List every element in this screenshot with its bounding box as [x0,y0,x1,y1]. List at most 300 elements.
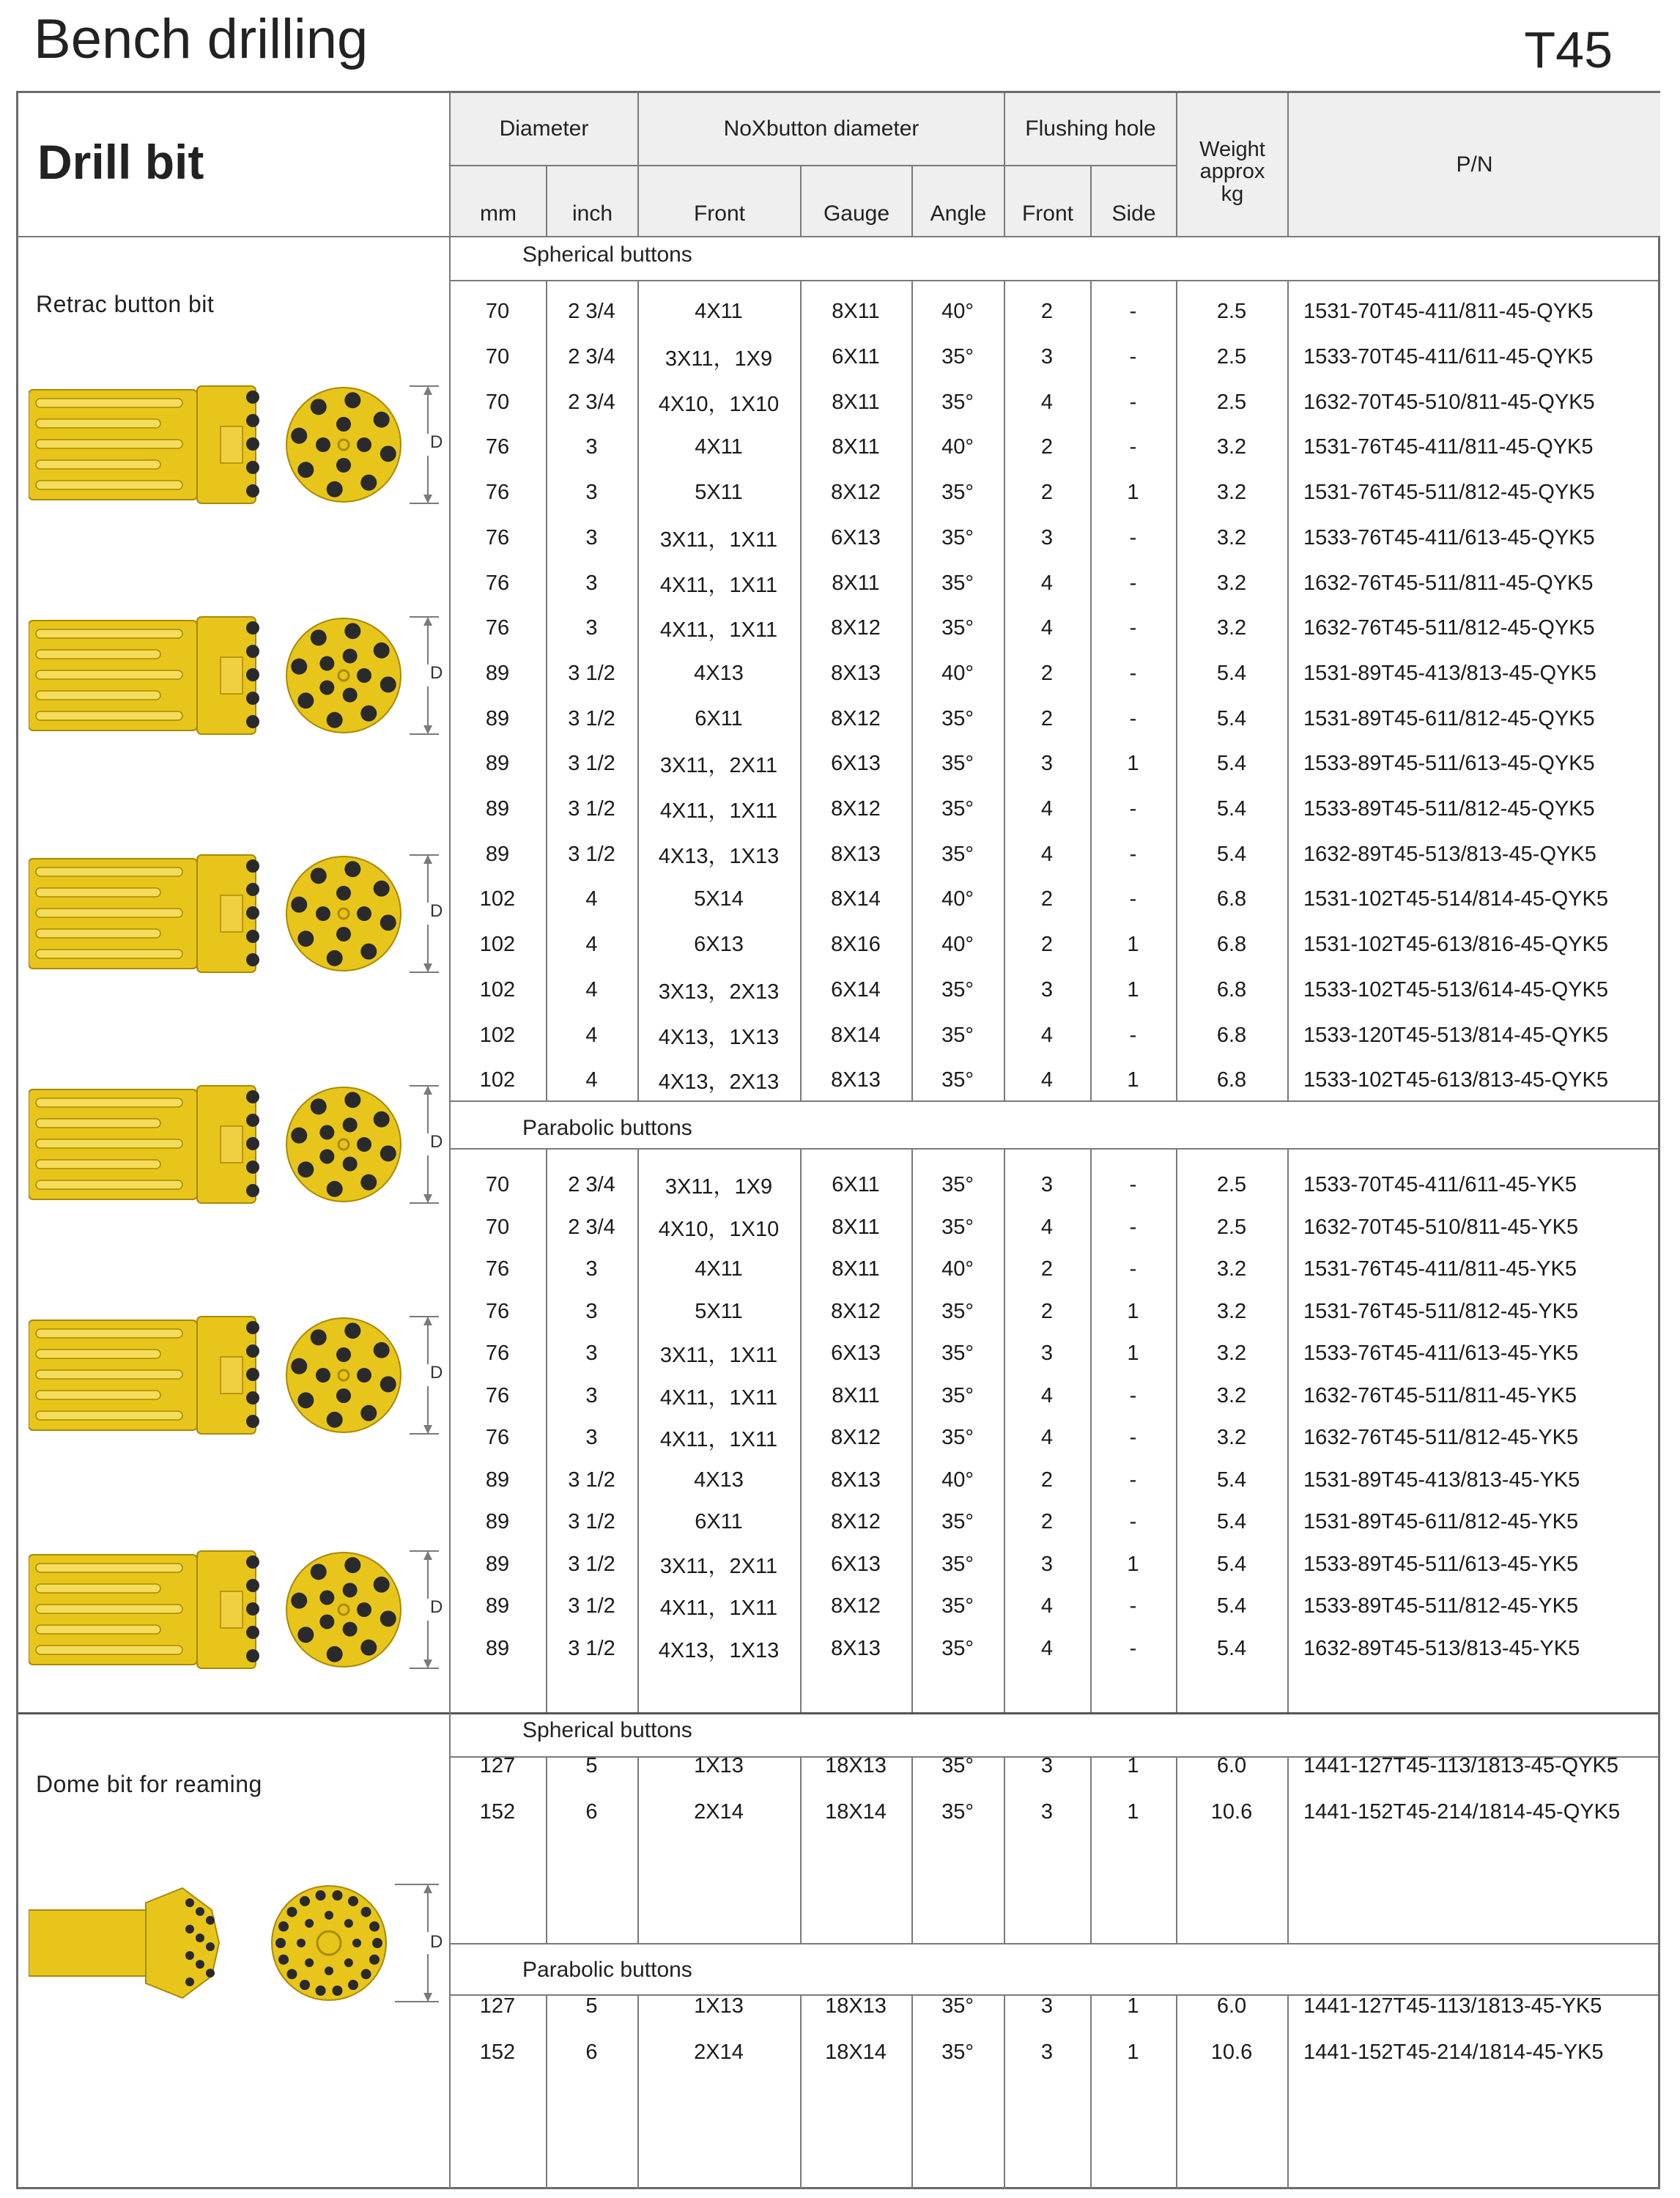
table-cell: 1533-89T45-511/812-45-YK5 [1303,1594,1579,1618]
dome-bit-illustration [29,1859,443,2031]
table-cell: 8X13 [831,1068,881,1092]
table-cell: - [1129,797,1137,821]
table-row [18,1248,1658,1291]
table-cell: 76 [485,1342,510,1366]
table-cell: 40° [941,661,974,685]
table-cell: 35° [941,1173,974,1197]
table-cell: 4X11 [695,435,743,459]
table-cell: 3.2 [1216,616,1247,640]
table-cell: 4 [1040,1594,1054,1618]
table-cell: 4 [1040,842,1054,866]
table-cell: 6X13 [831,1342,881,1366]
table-cell: 70 [485,390,510,414]
table-cell: 2 [1040,706,1054,730]
table-cell: 4 [1040,390,1054,414]
table-cell: 4X13，1X13 [658,1638,780,1662]
table-cell: 6X11 [695,706,743,730]
table-cell: 4 [1040,1215,1054,1239]
table-cell: 1441-152T45-214/1814-45-YK5 [1303,2040,1604,2064]
table-cell: 35° [941,1383,974,1407]
table-cell: 102 [479,1023,516,1047]
table-cell: 6.8 [1216,1068,1247,1092]
table-cell: 2 [1040,300,1054,324]
table-cell: 8X14 [831,887,881,911]
retrac-parabolic-label: Parabolic buttons [522,1116,692,1140]
table-cell: 6X11 [695,1510,743,1534]
table-cell: 1 [1127,1800,1139,1824]
table-cell: 3 1/2 [568,1594,615,1618]
table-cell: 18X14 [825,1800,887,1824]
col-inch: inch [547,166,637,236]
table-row [18,1207,1658,1249]
table-cell: 89 [485,797,510,821]
table-cell: 3X11，2X11 [659,754,778,778]
table-cell: 1 [1127,1299,1139,1323]
table-cell: 3 [585,616,598,640]
table-cell: 70 [485,1215,510,1239]
table-cell: 127 [479,1754,516,1777]
col-group-diameter: Diameter [451,93,637,165]
table-cell: 35° [941,977,974,1002]
table-cell: 6 [585,2040,598,2064]
table-cell: 2X14 [694,2040,744,2064]
table-cell: 1531-102T45-514/814-45-QYK5 [1303,887,1608,911]
table-cell: - [1129,1023,1137,1047]
table-cell: 4 [1040,616,1054,640]
table-cell: 2 [1040,481,1054,505]
table-cell: 1632-89T45-513/813-45-YK5 [1303,1636,1580,1660]
table-cell: 3 [585,571,598,595]
table-row [18,2029,1658,2076]
table-cell: 8X11 [832,300,880,324]
table-cell: 35° [941,1426,974,1450]
dimension-label: D [430,1597,443,1617]
table-cell: 2 [1040,661,1054,685]
table-cell: 10.6 [1210,1800,1253,1824]
table-cell: 3 [1040,1754,1054,1777]
table-cell: 4X13 [694,661,744,685]
table-cell: 6.0 [1216,1754,1247,1777]
table-cell: 1 [1127,1342,1139,1366]
table-cell: 76 [485,1299,510,1323]
table-cell: 3 [1040,752,1054,776]
table-cell: 3.2 [1216,571,1247,595]
table-cell: 3.2 [1216,1383,1247,1407]
table-cell: 1 [1127,481,1139,505]
table-cell: 4X11 [695,1257,743,1281]
table-cell: 35° [941,1636,974,1660]
table-cell: 3 [585,435,598,459]
table-cell: 1632-76T45-511/812-45-QYK5 [1303,616,1595,640]
table-cell: 35° [941,1023,974,1047]
table-cell: 35° [941,842,974,866]
table-cell: 1 [1127,1994,1139,2018]
table-cell: 6X13 [831,752,881,776]
table-cell: 3 [1040,1800,1054,1824]
table-cell: 3 1/2 [568,1510,615,1534]
table-cell: 102 [479,887,516,911]
table-cell: 2 [1040,1299,1054,1323]
table-cell: 89 [485,1636,510,1660]
table-cell: 6X13 [694,933,744,957]
col-front: Front [639,166,800,236]
table-cell: 4X13，2X13 [658,1070,780,1095]
table-cell: 3 [585,1257,598,1281]
table-cell: 4X13，1X13 [658,1025,780,1049]
table-cell: 3 [585,1342,598,1366]
table-cell: 4 [1040,1426,1054,1450]
table-cell: 35° [941,390,974,414]
table-cell: 2 [1040,1510,1054,1534]
dimension-label: D [430,1132,443,1152]
table-cell: 70 [485,345,510,369]
table-cell: - [1129,616,1137,640]
col-angle: Angle [913,166,1004,236]
dome-parabolic-label: Parabolic buttons [522,1958,692,1982]
table-cell: 1533-89T45-511/613-45-QYK5 [1303,752,1595,776]
dome-section-label: Dome bit for reaming [36,1771,262,1797]
table-cell: 3 [1040,1552,1054,1576]
table-cell: 3 1/2 [568,797,615,821]
table-cell: 5 [585,1754,598,1777]
table-cell: 2.5 [1216,300,1247,324]
col-mm: mm [451,166,546,236]
col-pn: P/N [1289,93,1660,236]
table-row [18,1789,1658,1835]
table-cell: 1 [1127,1068,1139,1092]
table-cell: 35° [941,1754,974,1777]
table-cell: 2 3/4 [568,390,615,414]
table-cell: 6X13 [831,1552,881,1576]
table-cell: 2 [1040,435,1054,459]
table-cell: 2.5 [1216,1215,1247,1239]
table-cell: 6X11 [832,345,880,369]
col-gauge: Gauge [802,166,911,236]
table-cell: 76 [485,1426,510,1450]
table-cell: 3 [585,1383,598,1407]
table-cell: 18X14 [825,2040,887,2064]
table-cell: 8X12 [831,481,881,505]
table-cell: 5.4 [1216,797,1247,821]
table-cell: 152 [479,2040,516,2064]
table-cell: 8X13 [831,661,881,685]
table-cell: 18X13 [825,1994,887,2018]
table-cell: 6.8 [1216,887,1247,911]
table-cell: 3 1/2 [568,706,615,730]
table-cell: 35° [941,706,974,730]
table-cell: 3.2 [1216,1257,1247,1281]
table-cell: - [1129,842,1137,866]
table-cell: 1531-89T45-611/812-45-QYK5 [1303,706,1595,730]
table-cell: 89 [485,842,510,866]
table-cell: 1531-76T45-511/812-45-QYK5 [1303,481,1595,505]
table-cell: 4 [1040,1383,1054,1407]
table-cell: 1533-70T45-411/611-45-QYK5 [1303,345,1594,369]
table-cell: 4 [1040,1636,1054,1660]
table-cell: 5X11 [695,1299,743,1323]
table-cell: - [1129,435,1137,459]
table-cell: 89 [485,1552,510,1576]
table-cell: 35° [941,616,974,640]
table-cell: 76 [485,1383,510,1407]
table-cell: 102 [479,977,516,1002]
table-cell: 3 [1040,1994,1054,2018]
table-cell: 76 [485,571,510,595]
table-cell: 35° [941,2040,974,2064]
table-cell: 1531-76T45-411/811-45-YK5 [1303,1257,1577,1281]
table-cell: 4 [585,1068,598,1092]
table-cell: 4 [1040,571,1054,595]
table-row [18,1743,1658,1789]
table-cell: 3.2 [1216,525,1247,550]
table-cell: 8X12 [831,616,881,640]
col-weight [1177,93,1287,236]
retrac-bit-illustration [29,1547,443,1676]
table-cell: 1632-76T45-511/812-45-YK5 [1303,1426,1579,1450]
table-row [18,560,1658,606]
drill-bit-title: Drill bit [37,135,204,189]
table-cell: 89 [485,752,510,776]
table-cell: - [1129,345,1137,369]
table-cell: 4 [585,1023,598,1047]
table-cell: 5X11 [695,481,743,505]
table-cell: 89 [485,706,510,730]
dimension-label: D [430,1932,443,1952]
table-cell: 35° [941,1299,974,1323]
table-cell: 1531-102T45-613/816-45-QYK5 [1303,933,1608,957]
table-cell: 1632-70T45-510/811-45-YK5 [1303,1215,1579,1239]
dimension-label: D [430,901,443,921]
table-cell: - [1129,887,1137,911]
table-cell: 3 [1040,525,1054,550]
table-cell: 3 [1040,1342,1054,1366]
table-cell: 4 [1040,1068,1054,1092]
retrac-bit-illustration [29,1313,443,1441]
table-cell: 1X13 [694,1994,744,2018]
table-cell: 5.4 [1216,706,1247,730]
table-cell: 1531-76T45-411/811-45-QYK5 [1303,435,1594,459]
table-cell: 8X12 [831,797,881,821]
table-row [18,516,1658,561]
table-cell: 1533-76T45-411/613-45-YK5 [1303,1342,1579,1366]
table-cell: 3.2 [1216,435,1247,459]
table-cell: 89 [485,1594,510,1618]
table-cell: 35° [941,797,974,821]
retrac-bit-illustration [29,382,443,511]
table-cell: 1531-76T45-511/812-45-YK5 [1303,1299,1579,1323]
table-cell: 3 [1040,345,1054,369]
table-cell: 4X13，1X13 [658,844,780,868]
table-cell: 8X12 [831,1510,881,1534]
table-cell: 70 [485,300,510,324]
table-cell: 1533-89T45-511/812-45-QYK5 [1303,797,1595,821]
table-cell: 1531-89T45-611/812-45-YK5 [1303,1510,1579,1534]
table-cell: 35° [941,1342,974,1366]
table-cell: 89 [485,661,510,685]
retrac-spherical-label: Spherical buttons [522,243,692,267]
table-cell: 3 [585,1426,598,1450]
table-cell: 5.4 [1216,752,1247,776]
table-cell: 4X10，1X10 [658,392,780,416]
table-cell: - [1129,571,1137,595]
table-cell: 6.8 [1216,933,1247,957]
table-row [18,335,1658,380]
table-cell: 35° [941,1552,974,1576]
table-cell: 6.8 [1216,1023,1247,1047]
retrac-bit-illustration [29,851,443,980]
table-cell: 35° [941,571,974,595]
table-cell: 5 [585,1994,598,2018]
table-cell: 102 [479,1068,516,1092]
table-cell: 8X11 [832,1383,880,1407]
table-cell: 3 1/2 [568,752,615,776]
table-cell: 1441-127T45-113/1813-45-YK5 [1303,1994,1602,2018]
table-cell: 127 [479,1994,516,2018]
col-group-button-diameter: NoXbutton diameter [639,93,1004,165]
table-cell: 2 [1040,887,1054,911]
dome-spherical-label: Spherical buttons [522,1718,692,1742]
table-cell: 1531-89T45-413/813-45-QYK5 [1303,661,1596,685]
table-cell: 1533-120T45-513/814-45-QYK5 [1303,1023,1608,1047]
table-cell: 1632-76T45-511/811-45-QYK5 [1303,571,1594,595]
table-cell: - [1129,1468,1137,1492]
table-cell: 3 1/2 [568,1552,615,1576]
table-cell: 4X11，1X11 [659,1596,778,1621]
table-cell: 8X11 [832,390,880,414]
table-cell: 1533-102T45-513/614-45-QYK5 [1303,977,1608,1002]
table-cell: 35° [941,1800,974,1824]
table-cell: 3.2 [1216,1342,1247,1366]
table-cell: 40° [941,1468,974,1492]
table-cell: 3.2 [1216,481,1247,505]
table-cell: 3X11，1X9 [665,1175,773,1199]
table-cell: 2.5 [1216,390,1247,414]
table-cell: 1X13 [694,1754,744,1777]
table-cell: 8X12 [831,706,881,730]
table-cell: 1533-102T45-613/813-45-QYK5 [1303,1068,1608,1092]
table-cell: 1632-76T45-511/811-45-YK5 [1303,1383,1577,1407]
table-cell: 4 [585,933,598,957]
table-cell: - [1129,1510,1137,1534]
table-cell: 8X11 [832,1215,880,1239]
table-cell: 1533-89T45-511/613-45-YK5 [1303,1552,1579,1576]
table-cell: 6.8 [1216,977,1247,1002]
table-cell: 35° [941,1594,974,1618]
col-flush-side: Side [1092,166,1176,236]
table-cell: 35° [941,752,974,776]
table-cell: 5X14 [694,887,744,911]
table-cell: 76 [485,481,510,505]
table-cell: - [1129,1383,1137,1407]
table-cell: 3 [585,1299,598,1323]
table-cell: 3X11，1X9 [665,347,773,371]
table-cell: 1533-76T45-411/613-45-QYK5 [1303,525,1595,550]
table-cell: 2.5 [1216,1173,1247,1197]
table-cell: 2 3/4 [568,300,615,324]
table-cell: 8X11 [832,571,880,595]
table-cell: - [1129,661,1137,685]
table-cell: 3 1/2 [568,1468,615,1492]
table-cell: 3 1/2 [568,842,615,866]
table-cell: 8X14 [831,1023,881,1047]
table-cell: 2 3/4 [568,345,615,369]
table-cell: 8X13 [831,842,881,866]
table-row [18,1501,1658,1544]
table-cell: 3X11，1X11 [659,1344,778,1368]
table-cell: 4X11 [695,300,743,324]
table-cell: 1531-89T45-413/813-45-YK5 [1303,1468,1580,1492]
table-cell: 76 [485,616,510,640]
table-cell: 2 [1040,1257,1054,1281]
table-cell: 4 [585,977,598,1002]
table-cell: 4 [1040,1023,1054,1047]
col-weight-label: Weight approx kg [1199,137,1265,206]
table-cell: 3 1/2 [568,661,615,685]
table-cell: 1531-70T45-411/811-45-QYK5 [1303,300,1594,324]
table-row [18,289,1658,335]
table-cell: - [1129,300,1137,324]
table-row [18,1013,1658,1058]
table-cell: 4X11，1X11 [659,1428,778,1452]
table-cell: 8X13 [831,1468,881,1492]
table-cell: 3 [585,525,598,550]
table-cell: 40° [941,887,974,911]
table-cell: 3 [1040,2040,1054,2064]
table-cell: 1 [1127,1754,1139,1777]
table-cell: 40° [941,1257,974,1281]
table-cell: 1 [1127,977,1139,1002]
table-cell: 70 [485,1173,510,1197]
table-cell: 4X11，1X11 [659,618,778,643]
table-cell: - [1129,706,1137,730]
table-cell: 35° [941,1994,974,2018]
table-cell: 1 [1127,1552,1139,1576]
table-cell: 3X11，2X11 [659,1554,778,1578]
table-cell: 102 [479,933,516,957]
table-cell: 1 [1127,2040,1139,2064]
table-cell: 35° [941,1510,974,1534]
table-cell: 1 [1127,933,1139,957]
table-cell: 35° [941,345,974,369]
table-cell: 4X11，1X11 [659,799,778,824]
table-cell: 3.2 [1216,1299,1247,1323]
col-flush-front: Front [1005,166,1090,236]
table-cell: 6X13 [831,525,881,550]
table-cell: 2 3/4 [568,1173,615,1197]
table-cell: 8X11 [832,435,880,459]
table-cell: 1632-70T45-510/811-45-QYK5 [1303,390,1595,414]
table-cell: 5.4 [1216,1468,1247,1492]
spec-table [16,91,1660,2189]
table-cell: 2.5 [1216,345,1247,369]
dimension-label: D [430,1363,443,1383]
table-row [18,741,1658,787]
retrac-bit-illustration [29,613,443,741]
table-cell: 40° [941,300,974,324]
table-cell: 8X16 [831,933,881,957]
table-cell: 8X12 [831,1426,881,1450]
table-cell: 4X10，1X10 [658,1217,780,1241]
table-cell: - [1129,390,1137,414]
table-row [18,1459,1658,1502]
table-cell: 89 [485,1468,510,1492]
table-cell: 35° [941,1215,974,1239]
retrac-section-label: Retrac button bit [36,291,215,317]
table-cell: 40° [941,435,974,459]
table-cell: - [1129,1215,1137,1239]
table-cell: 4 [1040,797,1054,821]
dimension-label: D [430,432,443,452]
